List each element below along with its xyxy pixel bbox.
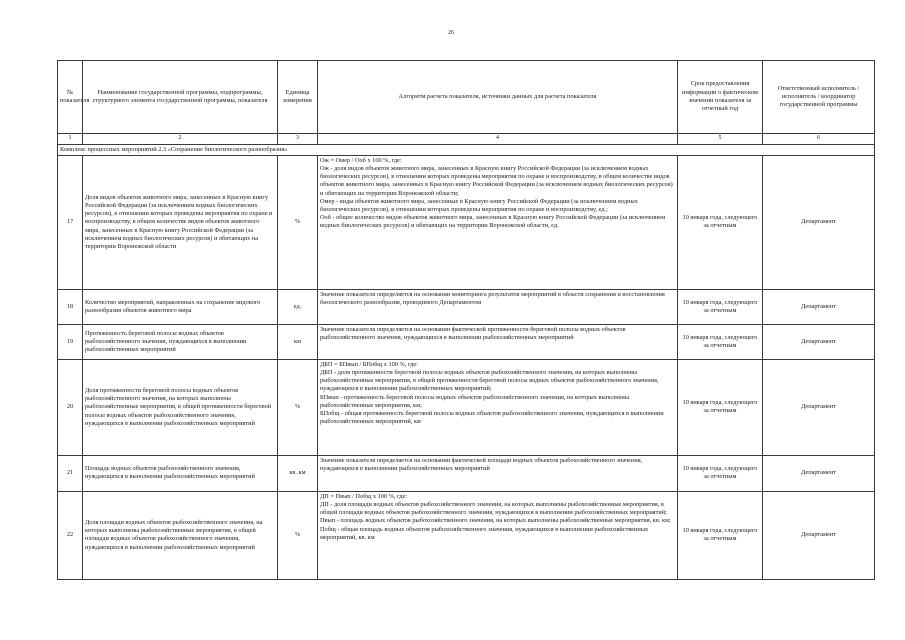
indicator-name: Доля протяженности береговой полосы водных объектов рыбохозяйственного значения, на которых выполнены рыбохозяйственные мероприятия, в общей протяженности береговой полосы водных объектов рыбохозяйственного значения, нуждающихся в выполнении рыбохозяйственных мероприятий	[83, 359, 278, 455]
indicator-unit: ед.	[278, 289, 318, 324]
row-number: 20	[58, 359, 83, 455]
col-number: 2	[83, 134, 278, 145]
algorithm-line: ДП = Пвып / Побщ х 100 %, где:	[320, 492, 408, 500]
algorithm-line: БПвып - протяженность береговой полосы водных объектов рыбохозяйственного значения, на которых выполнены рыбохозяйственные мероприятия, км;	[320, 393, 630, 409]
table-row	[58, 324, 875, 359]
algorithm-line: ДП - доля площади водных объектов рыбохозяйственного значения, на которых выполнены рыбохозяйственные мероприятия, в общей площади водных объектов рыбохозяйственного значения, нуждающихся в выполнении рыбохозяйственных мероприятий;	[320, 501, 667, 517]
algorithm-line: Ож = Омер / Ооб х 100 %, где:	[320, 156, 402, 164]
report-deadline: 10 января года, следующего за отчетным	[678, 155, 763, 289]
table-row	[58, 491, 875, 579]
column-numbers-row	[58, 134, 875, 145]
header-name: Наименование государственной программы, подпрограммы, структурного элемента государственной программы, показателя	[83, 61, 278, 134]
table-header-row	[58, 61, 875, 134]
row-number: 18	[58, 289, 83, 324]
page-number: 26	[448, 30, 454, 36]
indicator-name: Площадь водных объектов рыбохозяйственного значения, нуждающихся в выполнении рыбохозяйственных мероприятий	[83, 455, 278, 491]
table-row	[58, 155, 875, 289]
indicator-algorithm	[318, 359, 678, 455]
report-deadline: 10 января года, следующего за отчетным	[678, 324, 763, 359]
responsible-executor: Департамент	[763, 324, 875, 359]
algorithm-line: БПобщ - общая протяженность береговой полосы водных объектов рыбохозяйственного значения, нуждающихся в выполнении рыбохозяйственных мероприятий, км	[320, 410, 664, 426]
indicator-algorithm	[318, 289, 678, 324]
indicators-table	[57, 60, 875, 580]
responsible-executor: Департамент	[763, 455, 875, 491]
responsible-executor: Департамент	[763, 359, 875, 455]
indicator-name: Доля видов объектов животного мира, занесенных в Красную книгу Российской Федерации (за исключением водных биологических ресурсов), в отношении которых проведены мероприятия по охране и воспроизводству, в общем количестве видов объектов животного мира, занесенных в Красную книгу Российской Федерации (за исключением водных биологических ресурсов) и обитающих на территории Воронежской области	[83, 155, 278, 289]
header-date: Срок предоставления информации о фактическом значении показателя за отчетный год	[678, 61, 763, 134]
row-number: 22	[58, 491, 83, 579]
algorithm-line: Побщ - общая площадь водных объектов рыбохозяйственного значения, нуждающихся в выполнении рыбохозяйственных мероприятий, кв. км	[320, 525, 649, 541]
table-row	[58, 455, 875, 491]
col-number: 6	[763, 134, 875, 145]
algorithm-line: Омер - виды объектов животного мира, занесенные в Красную книгу Российской Федерации (за исключением водных биологических ресурсов), в отношении которых проведены мероприятия по охране и воспроизводству, ед.;	[320, 197, 638, 213]
algorithm-line: Значение показателя определяется на основании фактической площади водных объектов рыбохозяйственного значения, нуждающихся в выполнении рыбохозяйственных мероприятий	[320, 456, 643, 473]
header-algo: Алгоритм расчета показателя, источники данных для расчета показателя	[318, 61, 678, 134]
indicator-unit: %	[278, 359, 318, 455]
responsible-executor: Департамент	[763, 155, 875, 289]
indicator-algorithm	[318, 324, 678, 359]
responsible-executor: Департамент	[763, 491, 875, 579]
col-number: 3	[278, 134, 318, 145]
complex-title: Комплекс процессных мероприятий 2.3 «Сохранение биологического разнообразия»	[58, 144, 875, 155]
table-row	[58, 359, 875, 455]
indicator-algorithm	[318, 155, 678, 289]
report-deadline: 10 января года, следующего за отчетным	[678, 289, 763, 324]
indicator-algorithm	[318, 491, 678, 579]
algorithm-line: ДБП = БПвып / БПобщ х 100 %, где:	[320, 360, 418, 368]
indicator-name: Доля площади водных объектов рыбохозяйственного значения, на которых выполнены рыбохозяйственные мероприятия, в общей площади водных объектов рыбохозяйственного значения, нуждающихся в выполнении рыбохозяйственных мероприятий	[83, 491, 278, 579]
table-row	[58, 289, 875, 324]
header-num: № показателя	[58, 61, 83, 134]
algorithm-line: Значение показателя определяется на основании мониторинга результатов мероприятий в области сохранения и восстановления биологического разнообразия, проводимого Департаментом	[320, 290, 665, 307]
report-deadline: 10 января года, следующего за отчетным	[678, 359, 763, 455]
indicator-unit: %	[278, 491, 318, 579]
indicator-unit: км	[278, 324, 318, 359]
header-unit: Единица измерения	[278, 61, 318, 134]
row-number: 19	[58, 324, 83, 359]
algorithm-line: Значение показателя определяется на основании фактической протяженности береговой полосы водных объектов рыбохозяйственного значения, нуждающихся в выполнении рыбохозяйственных мероприятий	[320, 325, 626, 342]
indicator-unit: %	[278, 155, 318, 289]
col-number: 5	[678, 134, 763, 145]
row-number: 17	[58, 155, 83, 289]
col-number: 1	[58, 134, 83, 145]
report-deadline: 10 января года, следующего за отчетным	[678, 491, 763, 579]
complex-title-row	[58, 144, 875, 155]
indicator-unit: кв. км	[278, 455, 318, 491]
header-resp: Ответственный исполнитель / исполнитель / координатор государственной программы	[763, 61, 875, 134]
row-number: 21	[58, 455, 83, 491]
col-number: 4	[318, 134, 678, 145]
indicator-name: Протяженность береговой полосы водных объектов рыбохозяйственного значения, нуждающихся в выполнении рыбохозяйственных мероприятий	[83, 324, 278, 359]
report-deadline: 10 января года, следующего за отчетным	[678, 455, 763, 491]
indicator-algorithm	[318, 455, 678, 491]
algorithm-line: Ож - доля видов объектов животного мира, занесенных в Красную книгу Российской Федерации (за исключением водных биологических ресурсов), в отношении которых проведены мероприятия по охране и воспроизводству, в общем количестве видов объектов животного мира, занесенных в Красную книгу Российской Федерации (за исключением водных биологических ресурсов) и обитающих на территории Воронежской области;	[320, 165, 673, 197]
indicator-name: Количество мероприятий, направленных на сохранение видового разнообразия объектов животного мира	[83, 289, 278, 324]
algorithm-line: Пвып - площадь водных объектов рыбохозяйственного значения, на которых выполнены рыбохозяйственные мероприятия, кв. км;	[320, 517, 671, 525]
responsible-executor: Департамент	[763, 289, 875, 324]
algorithm-line: Ооб - общее количество видов объектов животного мира, занесенных в Красную книгу Российской Федерации (за исключением водных биологических ресурсов) и обитающих на территории Воронежской области, ед.	[320, 214, 666, 230]
algorithm-line: ДБП - доля протяженности береговой полосы водных объектов рыбохозяйственного значения, на которых выполнены рыбохозяйственные мероприятия, в общей протяженности береговой полосы водных объектов рыбохозяйственного значения, нуждающихся в выполнении рыбохозяйственных мероприятий;	[320, 369, 659, 393]
